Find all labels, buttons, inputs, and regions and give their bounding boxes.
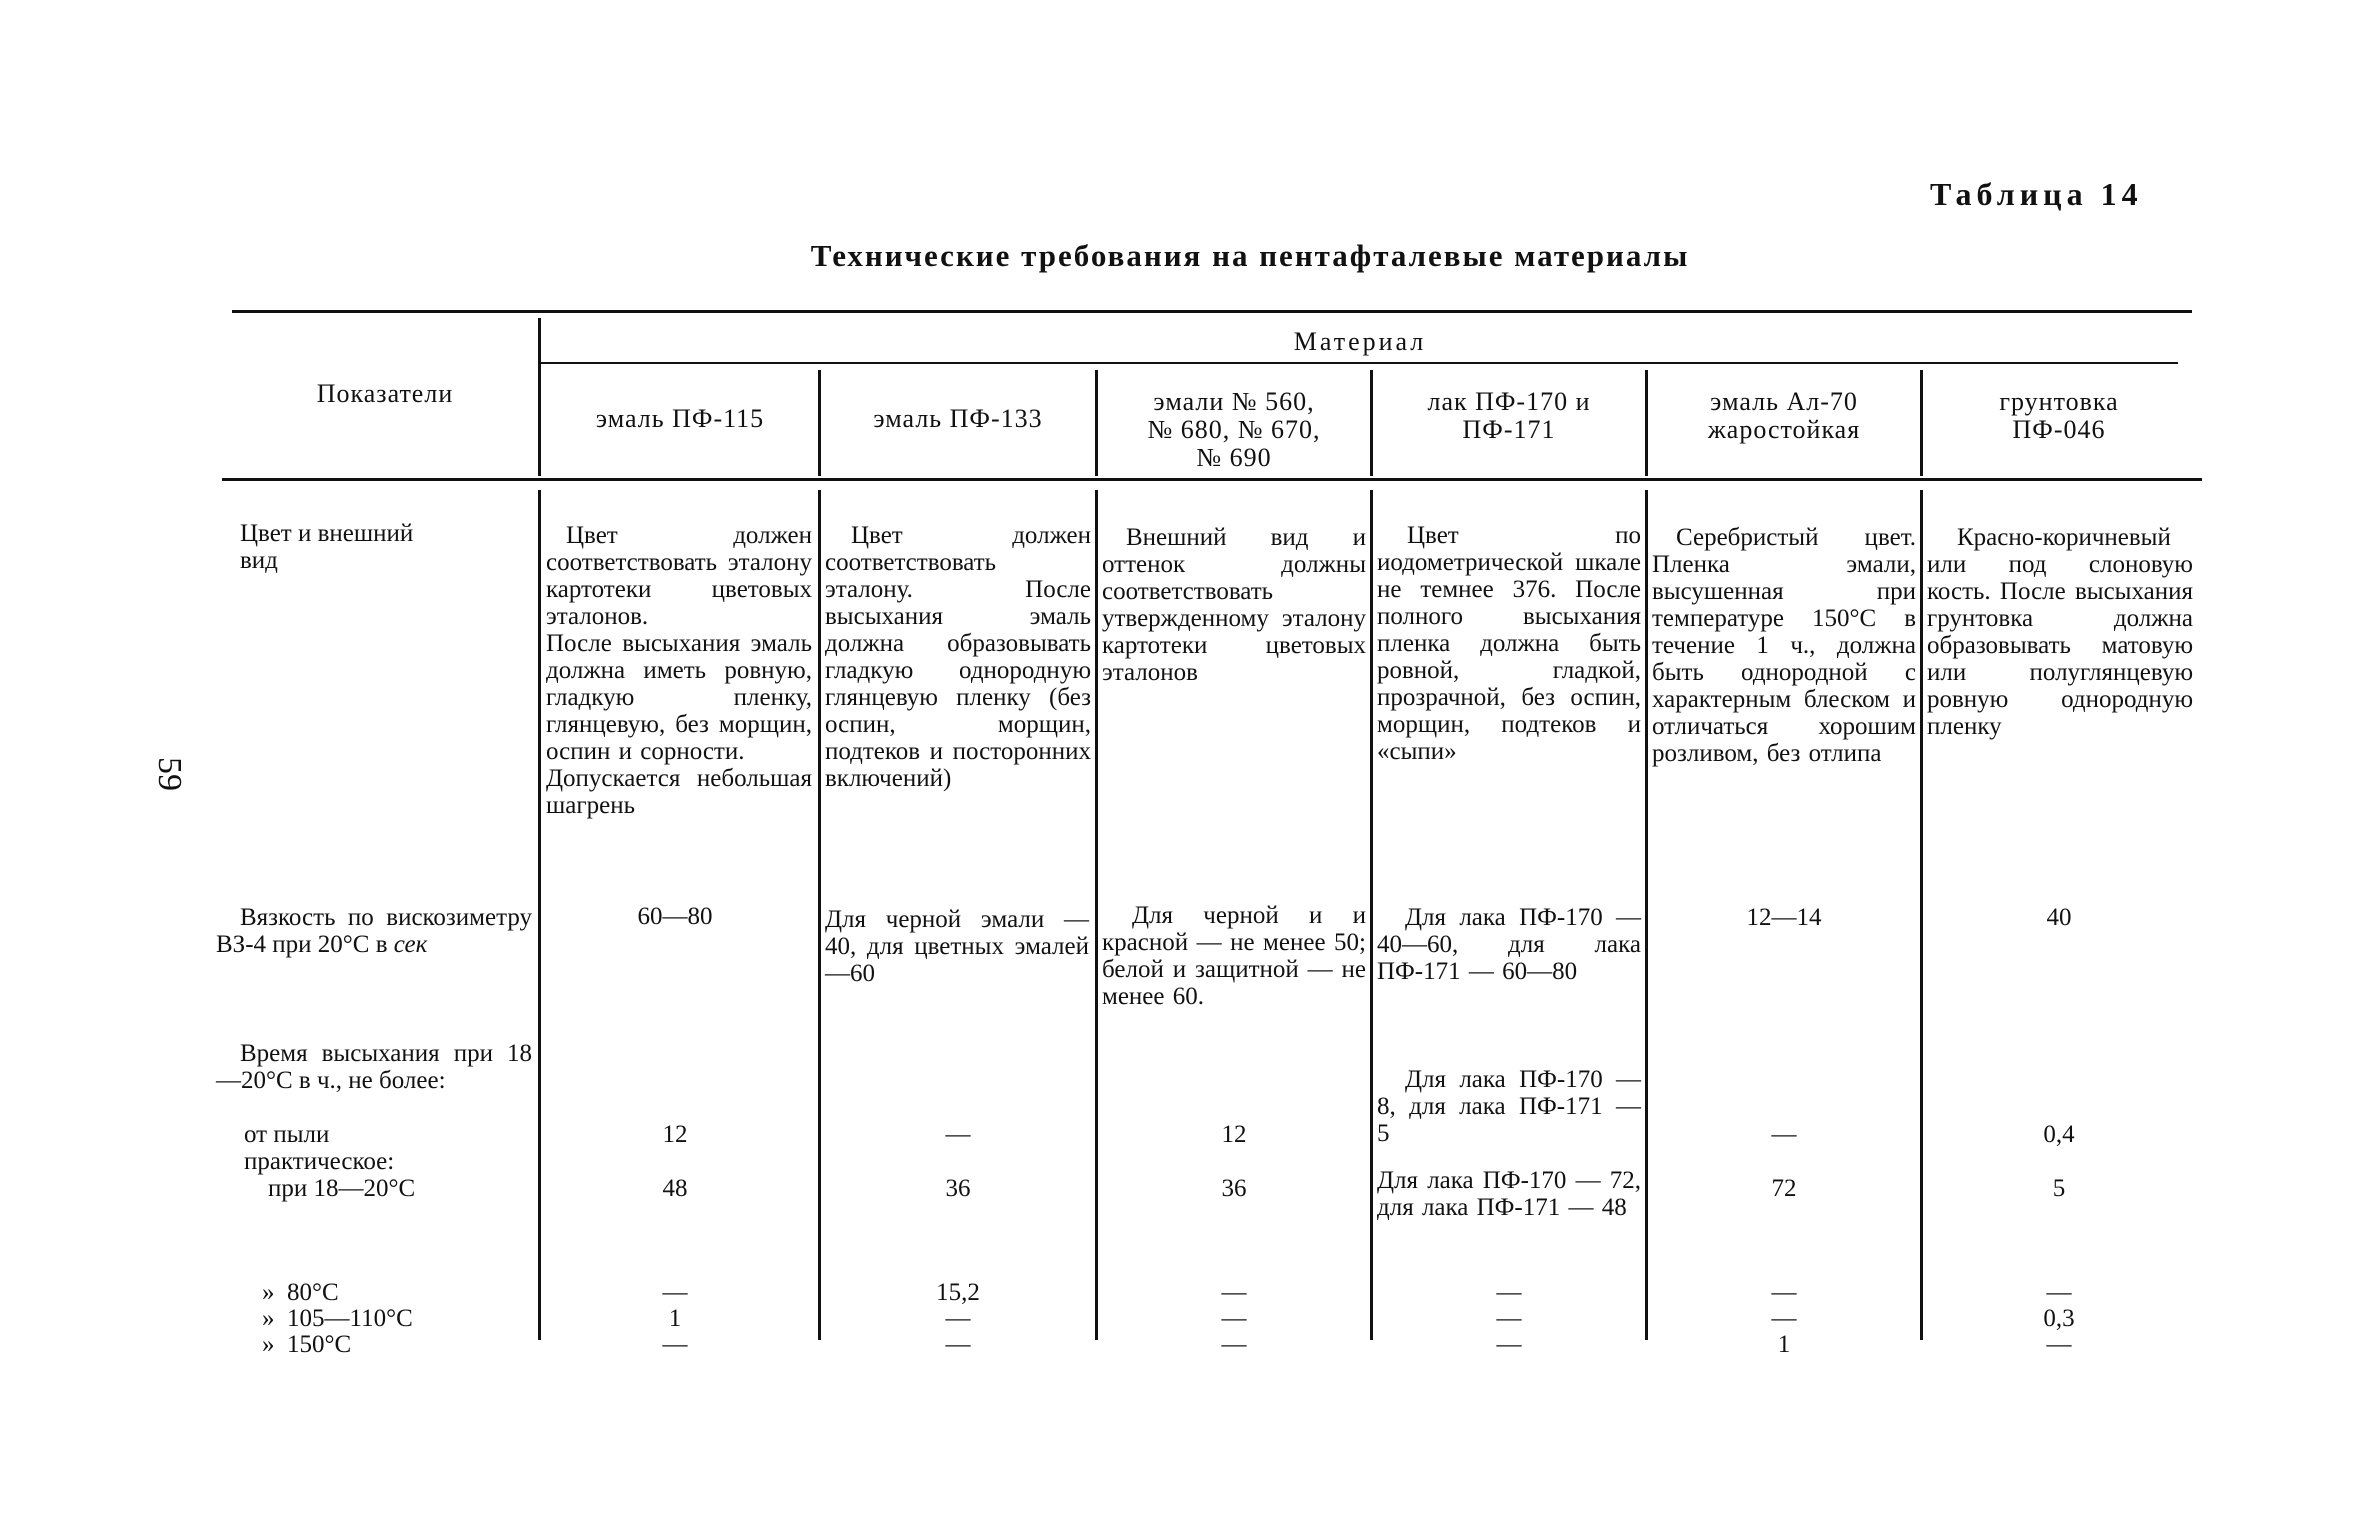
- p105-cell-3: —: [1221, 1305, 1247, 1332]
- dust-cell-5: —: [1771, 1121, 1797, 1148]
- p150-cell-3: —: [1221, 1331, 1247, 1358]
- color-cell-1: Цвет должен соответствовать эталону картотеки цветовых эталонов. После высыхания эмаль должна иметь ровную, гладкую пленку, глянцевую, без морщин, оспин и сорности. Допускается небольшая шагрень: [546, 522, 812, 819]
- p80-cell-3: —: [1221, 1279, 1247, 1306]
- color-cell-3: Внешний вид и оттенок должны соответствовать утвержденному эталону картотеки цветовых эталонов: [1102, 524, 1366, 686]
- viscosity-label-text: Вязкость по вискозиметру ВЗ-4 при 20°С в: [216, 904, 532, 958]
- p105-cell-6: 0,3: [2043, 1305, 2075, 1332]
- p150-cell-1: —: [662, 1331, 688, 1358]
- p80-cell-1: —: [662, 1279, 688, 1306]
- header-bottom-rule: [222, 478, 2202, 481]
- color-cell-5: Серебристый цвет. Пленка эмали, высушенная при температуре 150°С в течение 1 ч., должна быть однородной с характерным блеском и отличаться хорошим розливом, без отлипа: [1652, 524, 1916, 767]
- p18-cell-5: 72: [1771, 1175, 1797, 1202]
- viscosity-cell-5: 12—14: [1746, 904, 1822, 931]
- header-col-2: эмаль ПФ-133: [873, 404, 1043, 433]
- row-label-viscosity: [216, 904, 532, 958]
- p18-cell-1: 48: [662, 1175, 688, 1202]
- divider-body: [1645, 490, 1648, 1340]
- p80-cell-5: —: [1771, 1279, 1797, 1306]
- viscosity-cell-2: Для черной эмали — 40, для цветных эмалей—60: [825, 906, 1089, 987]
- header-col-1: эмаль ПФ-115: [595, 404, 765, 433]
- divider-body: [1920, 490, 1923, 1340]
- p105-cell-1: 1: [668, 1305, 682, 1332]
- row-label-drying: Время высыхания при 18—20°С в ч., не более:: [216, 1040, 532, 1094]
- p18-cell-6: 5: [2052, 1175, 2066, 1202]
- p18-cell-3: 36: [1221, 1175, 1247, 1202]
- divider-header: [1095, 370, 1098, 476]
- divider-header: [1920, 370, 1923, 476]
- table-number: Таблица 14: [1930, 176, 2143, 212]
- divider-body: [818, 490, 821, 1340]
- drying-80-label: » 80°С: [262, 1279, 339, 1306]
- top-rule: [232, 310, 2192, 313]
- dust-cell-2: —: [945, 1121, 971, 1148]
- p105-cell-2: —: [945, 1305, 971, 1332]
- divider-header: [1370, 370, 1373, 476]
- header-col-6: грунтовка ПФ-046: [1999, 387, 2119, 444]
- header-col-4: лак ПФ-170 и ПФ-171: [1427, 387, 1591, 444]
- p80-cell-4: —: [1496, 1279, 1522, 1306]
- viscosity-unit: сек: [393, 931, 428, 958]
- dust-cell-1: 12: [662, 1121, 688, 1148]
- divider-header: [818, 370, 821, 476]
- dust-cell-6: 0,4: [2043, 1121, 2075, 1148]
- viscosity-cell-3: Для черной и и красной — не менее 50; белой и защитной — не менее 60.: [1102, 902, 1366, 1010]
- drying-105-110-label: » 105—110°С: [262, 1305, 413, 1332]
- drying-dust-label: от пыли: [244, 1121, 330, 1148]
- divider-header: [1645, 370, 1648, 476]
- viscosity-cell-6: 40: [2046, 904, 2072, 931]
- viscosity-cell-1: 60—80: [637, 903, 713, 930]
- divider-body: [538, 490, 541, 1340]
- p80-cell-6: —: [2046, 1279, 2072, 1306]
- drying-lak-note: Для лака ПФ-170 — 8, для лака ПФ-171 — 5: [1377, 1066, 1641, 1147]
- p150-cell-2: —: [945, 1331, 971, 1358]
- color-cell-6: Красно-коричневый или под слоновую кость. После высыхания грунтовка должна образовывать матовую или полуглянцевую ровную однородную пленку: [1927, 524, 2193, 740]
- dust-cell-3: 12: [1221, 1121, 1247, 1148]
- drying-18-20-label: при 18—20°С: [268, 1175, 416, 1202]
- p105-cell-5: —: [1771, 1305, 1797, 1332]
- p18-cell-4: Для лака ПФ-170 — 72, для лака ПФ-171 — 48: [1377, 1167, 1641, 1221]
- drying-practical-label: практическое:: [244, 1148, 395, 1175]
- row-label-color: Цвет и внешний вид: [240, 520, 414, 574]
- p150-cell-5: 1: [1777, 1331, 1791, 1358]
- p150-cell-4: —: [1496, 1331, 1522, 1358]
- drying-150-label: » 150°С: [262, 1331, 352, 1358]
- p150-cell-6: —: [2046, 1331, 2072, 1358]
- p105-cell-4: —: [1496, 1305, 1522, 1332]
- viscosity-cell-4: Для лака ПФ-170 — 40—60, для лака ПФ-171 — 60—80: [1377, 904, 1641, 985]
- material-rule: [540, 362, 2178, 364]
- p80-cell-2: 15,2: [936, 1279, 980, 1306]
- header-indicators: Показатели: [316, 379, 454, 408]
- color-cell-4: Цвет по иодометрической шкале не темнее 376. После полного высыхания пленка должна быть ровной, гладкой, прозрачной, без оспин, морщин, подтеков и «сыпи»: [1377, 522, 1641, 765]
- table-title: Технические требования на пентафталевые материалы: [810, 238, 1690, 273]
- divider-body: [1095, 490, 1098, 1340]
- header-col-5: эмаль Ал-70 жаростойкая: [1707, 387, 1861, 444]
- page-number: 59: [151, 757, 188, 791]
- divider-body: [1370, 490, 1373, 1340]
- color-cell-2: Цвет должен соответствовать эталону. После высыхания эмаль должна образовывать гладкую однородную глянцевую пленку (без оспин, морщин, подтеков и посторонних включений): [825, 522, 1091, 792]
- header-material: Материал: [1293, 327, 1427, 356]
- header-col-3: эмали № 560, № 680, № 670, № 690: [1147, 387, 1321, 472]
- p18-cell-2: 36: [945, 1175, 971, 1202]
